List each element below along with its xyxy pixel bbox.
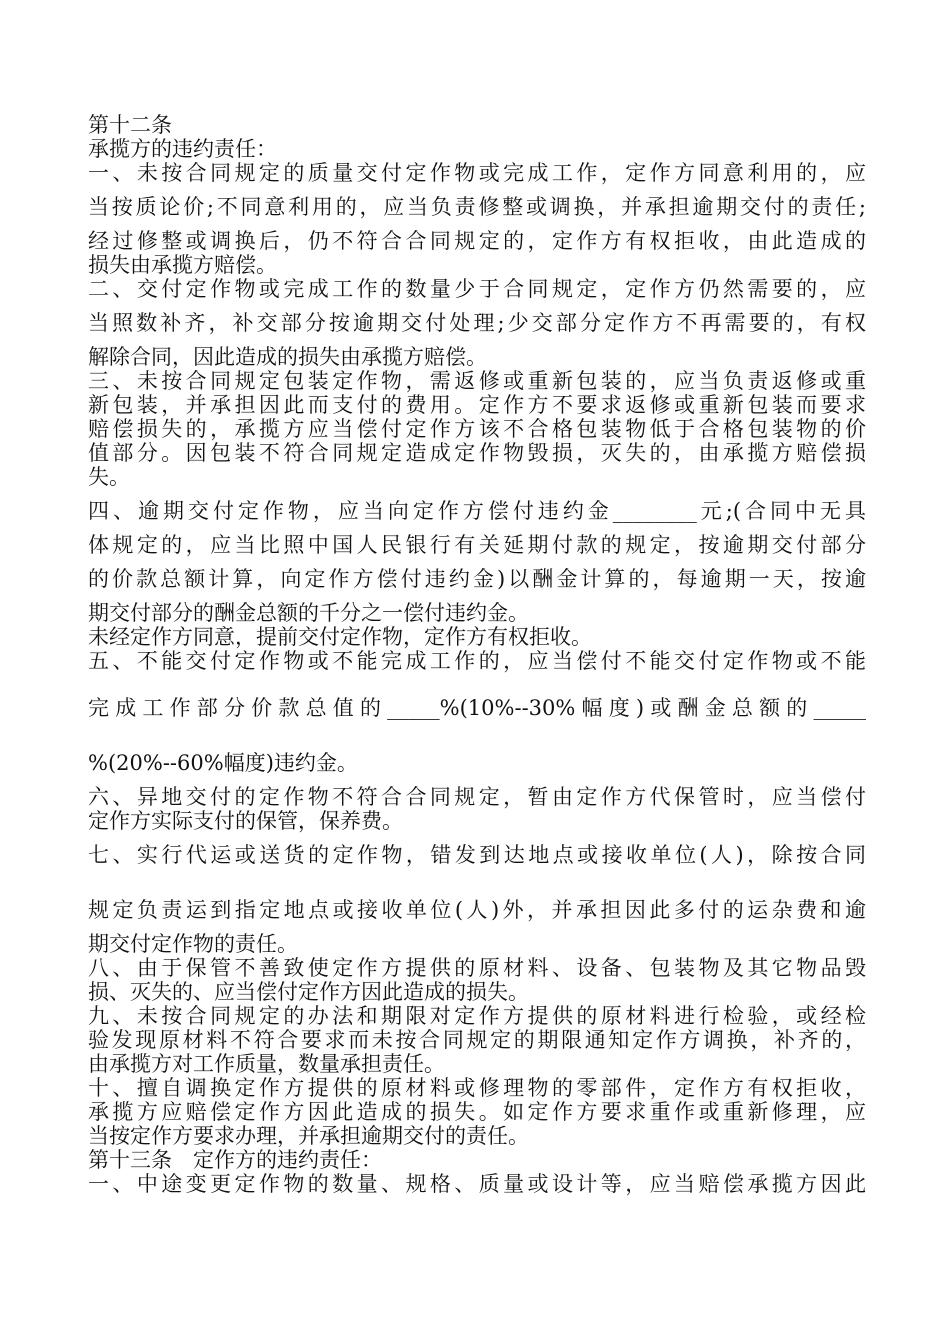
clause-line: 当按定作方要求办理，并承担逾期交付的责任。 <box>88 1124 529 1148</box>
clause-line: 损、灭失的、应当偿付定作方因此造成的损失。 <box>88 980 529 1004</box>
clause-line: 八、由于保管不善致使定作方提供的原材料、设备、包装物及其它物品毁 <box>88 956 866 980</box>
clause-line: 十、擅自调换定作方提供的原材料或修理物的零部件，定作方有权拒收， <box>88 1076 866 1100</box>
article-heading-13: 第十三条 定作方的违约责任： <box>88 1148 382 1172</box>
clause-line: 赔偿损失的，承揽方应当偿付定作方该不合格包装物低于合格包装物的价 <box>88 417 866 441</box>
clause-line: 新包装，并承担因此而支付的费用。定作方不要求返修或重新包装而要求 <box>88 393 866 417</box>
clause-line: %(20%--60%幅度)违约金。 <box>88 751 358 775</box>
clause-line: 经过修整或调换后，仍不符合合同规定的，定作方有权拒收，由此造成的 <box>88 229 866 253</box>
clause-line: 由承揽方对工作质量，数量承担责任。 <box>88 1052 445 1076</box>
clause-line: 规定负责运到指定地点或接收单位(人)外，并承担因此多付的运杂费和逾 <box>88 898 866 922</box>
clause-line: 四、逾期交付定作物，应当向定作方偿付违约金________元;(合同中无具 <box>88 499 866 523</box>
clause-line: 五、不能交付定作物或不能完成工作的，应当偿付不能交付定作物或不能 <box>88 649 866 673</box>
clause-line: 验发现原材料不符合要求而未按合同规定的期限通知定作方调换，补齐的， <box>88 1028 866 1052</box>
clause-line: 定作方实际支付的保管，保养费。 <box>88 809 403 833</box>
clause-line: 期交付部分的酬金总额的千分之一偿付违约金。 <box>88 601 529 625</box>
clause-line: 的价款总额计算，向定作方偿付违约金)以酬金计算的，每逾期一天，按逾 <box>88 567 866 591</box>
clause-line: 九、未按合同规定的办法和期限对定作方提供的原材料进行检验，或经检 <box>88 1004 866 1028</box>
clause-line: 二、交付定作物或完成工作的数量少于合同规定，定作方仍然需要的，应 <box>88 277 866 301</box>
clause-line: 六、异地交付的定作物不符合合同规定，暂由定作方代保管时，应当偿付 <box>88 785 866 809</box>
clause-line: 值部分。因包装不符合同规定造成定作物毁损，灭失的，由承揽方赔偿损 <box>88 441 866 465</box>
clause-line: 七、实行代运或送货的定作物，错发到达地点或接收单位(人)，除按合同 <box>88 843 866 867</box>
clause-line: 解除合同，因此造成的损失由承揽方赔偿。 <box>88 345 487 369</box>
clause-line: 未经定作方同意，提前交付定作物，定作方有权拒收。 <box>88 625 592 649</box>
clause-line: 体规定的，应当比照中国人民银行有关延期付款的规定，按逾期交付部分 <box>88 533 866 557</box>
clause-line: 完成工作部分价款总值的_____%(10%--30%幅度)或酬金总额的_____ <box>88 696 866 720</box>
clause-line: 当照数补齐，补交部分按逾期交付处理;少交部分定作方不再需要的，有权 <box>88 311 866 335</box>
clause-line: 一、中途变更定作物的数量、规格、质量或设计等，应当赔偿承揽方因此 <box>88 1172 866 1196</box>
clause-line: 一、未按合同规定的质量交付定作物或完成工作，定作方同意利用的，应 <box>88 161 866 185</box>
clause-line: 损失由承揽方赔偿。 <box>88 253 277 277</box>
article-heading-12: 第十二条 <box>88 113 172 137</box>
clause-line: 三、未按合同规定包装定作物，需返修或重新包装的，应当负责返修或重 <box>88 369 866 393</box>
clause-line: 当按质论价;不同意利用的，应当负责修整或调换，并承担逾期交付的责任; <box>88 195 866 219</box>
clause-line: 承揽方应赔偿定作方因此造成的损失。如定作方要求重作或重新修理，应 <box>88 1100 866 1124</box>
section-heading-contractor-liability: 承揽方的违约责任： <box>88 137 277 161</box>
clause-line: 失。 <box>88 465 130 489</box>
document-body <box>88 114 866 1195</box>
clause-line: 期交付定作物的责任。 <box>88 932 298 956</box>
